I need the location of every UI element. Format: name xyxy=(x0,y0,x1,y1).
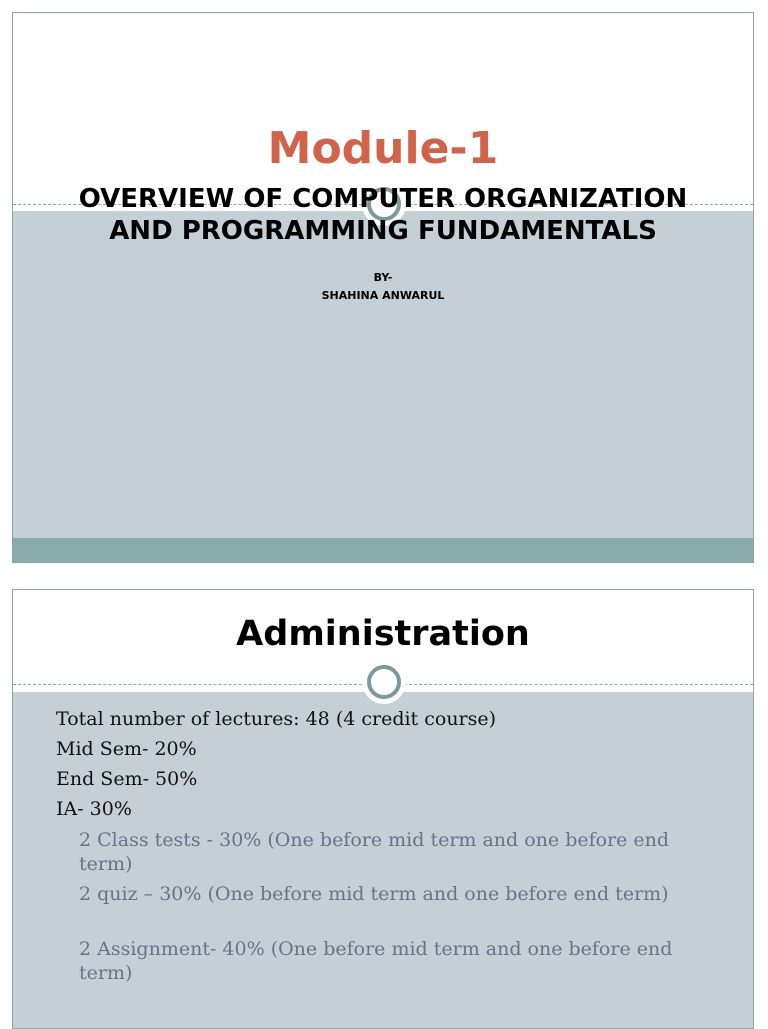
slide-2 xyxy=(12,589,754,1029)
bullet-item: IA- 30% xyxy=(56,798,132,820)
sub-bullet-item: 2 quiz – 30% (One before mid term and one before end term) xyxy=(79,883,669,905)
by-label: BY- xyxy=(373,271,393,284)
slide-title: Administration xyxy=(236,614,530,654)
author-name: SHAHINA ANWARUL xyxy=(321,289,445,302)
divider-ring-icon xyxy=(367,665,401,699)
bullet-item: Total number of lectures: 48 (4 credit course) xyxy=(56,708,497,730)
bullet-item: Mid Sem- 20% xyxy=(56,738,197,760)
content-band xyxy=(13,211,753,538)
slide-subtitle-line-2: AND PROGRAMMING FUNDAMENTALS xyxy=(109,216,657,246)
footer-bar xyxy=(13,538,753,563)
sub-bullet-item: 2 Class tests - 30% (One before mid term and one before end term) xyxy=(79,829,670,875)
slide-title: Module-1 xyxy=(267,123,499,174)
slide-subtitle-line-1: OVERVIEW OF COMPUTER ORGANIZATION xyxy=(78,184,688,214)
sub-bullet-item: 2 Assignment- 40% (One before mid term and one before end term) xyxy=(79,938,673,984)
slide-1 xyxy=(12,12,754,563)
bullet-item: End Sem- 50% xyxy=(56,768,198,790)
